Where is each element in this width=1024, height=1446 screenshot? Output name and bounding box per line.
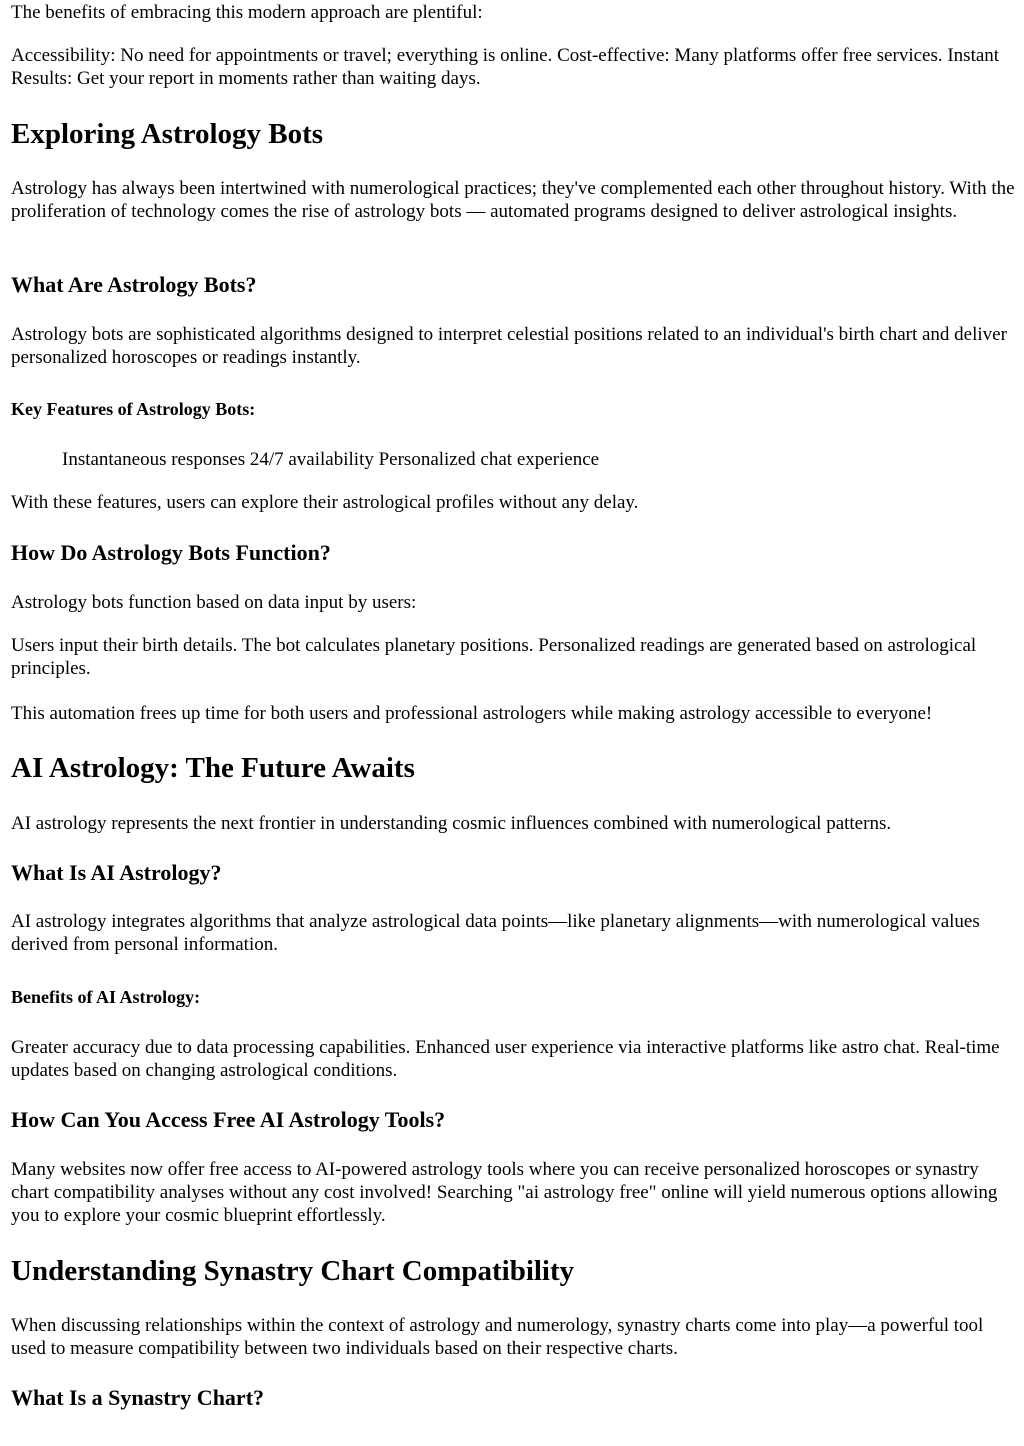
function-intro-paragraph: Astrology bots function based on data input by users: [11, 592, 417, 613]
features-list: Instantaneous responses 24/7 availability Personalized chat experience [62, 449, 600, 470]
exploring-paragraph: Astrology has always been intertwined with numerological practices; they've complemented each other throughout history. With the proliferation of technology comes the rise of astrology bots — automated programs designed to deliver astrological insights. [11, 178, 1015, 222]
key-features-heading: Key Features of Astrology Bots: [11, 399, 256, 419]
ai-intro-paragraph: AI astrology represents the next frontier in understanding cosmic influences combined with numerological patterns. [11, 813, 892, 834]
benefits-ai-paragraph: Greater accuracy due to data processing capabilities. Enhanced user experience via interactive platforms like astro chat. Real-time updates based on changing astrological conditions. [11, 1037, 1000, 1081]
ai-astrology-future-heading: AI Astrology: The Future Awaits [11, 752, 415, 784]
benefits-intro-paragraph: The benefits of embracing this modern approach are plentiful: [11, 2, 483, 23]
synastry-heading: Understanding Synastry Chart Compatibility [11, 1255, 575, 1287]
what-is-ai-paragraph: AI astrology integrates algorithms that analyze astrological data points—like planetary alignments—with numerological values derived from personal information. [11, 911, 980, 955]
synastry-paragraph: When discussing relationships within the context of astrology and numerology, synastry charts come into play—a powerful tool used to measure compatibility between two individuals based on their respective charts. [11, 1315, 984, 1359]
automation-paragraph: This automation frees up time for both users and professional astrologers while making astrology accessible to everyone! [11, 703, 933, 724]
benefits-ai-heading: Benefits of AI Astrology: [11, 987, 201, 1007]
access-free-tools-heading: How Can You Access Free AI Astrology Tools? [11, 1107, 446, 1132]
what-is-ai-astrology-heading: What Is AI Astrology? [11, 860, 222, 885]
access-free-paragraph: Many websites now offer free access to AI-powered astrology tools where you can receive personalized horoscopes or synastry chart compatibility analyses without any cost involved! Searching "ai astrology free" online will yield numerous options allowing you to explore your cosmic blueprint effortlessly. [11, 1159, 998, 1226]
exploring-astrology-bots-heading: Exploring Astrology Bots [11, 118, 324, 150]
benefits-list-paragraph: Accessibility: No need for appointments or travel; everything is online. Cost-effective: Many platforms offer free services. Instant Results: Get your report in moments rather than waiting days. [11, 45, 1000, 89]
how-bots-function-heading: How Do Astrology Bots Function? [11, 540, 331, 565]
what-are-bots-heading: What Are Astrology Bots? [11, 272, 257, 297]
features-after-paragraph: With these features, users can explore their astrological profiles without any delay. [11, 492, 639, 513]
what-is-synastry-heading: What Is a Synastry Chart? [11, 1385, 265, 1410]
function-steps-paragraph: Users input their birth details. The bot calculates planetary positions. Personalized readings are generated based on astrological principles. [11, 635, 977, 679]
what-are-bots-paragraph: Astrology bots are sophisticated algorithms designed to interpret celestial positions related to an individual's birth chart and deliver personalized horoscopes or readings instantly. [11, 324, 1007, 368]
